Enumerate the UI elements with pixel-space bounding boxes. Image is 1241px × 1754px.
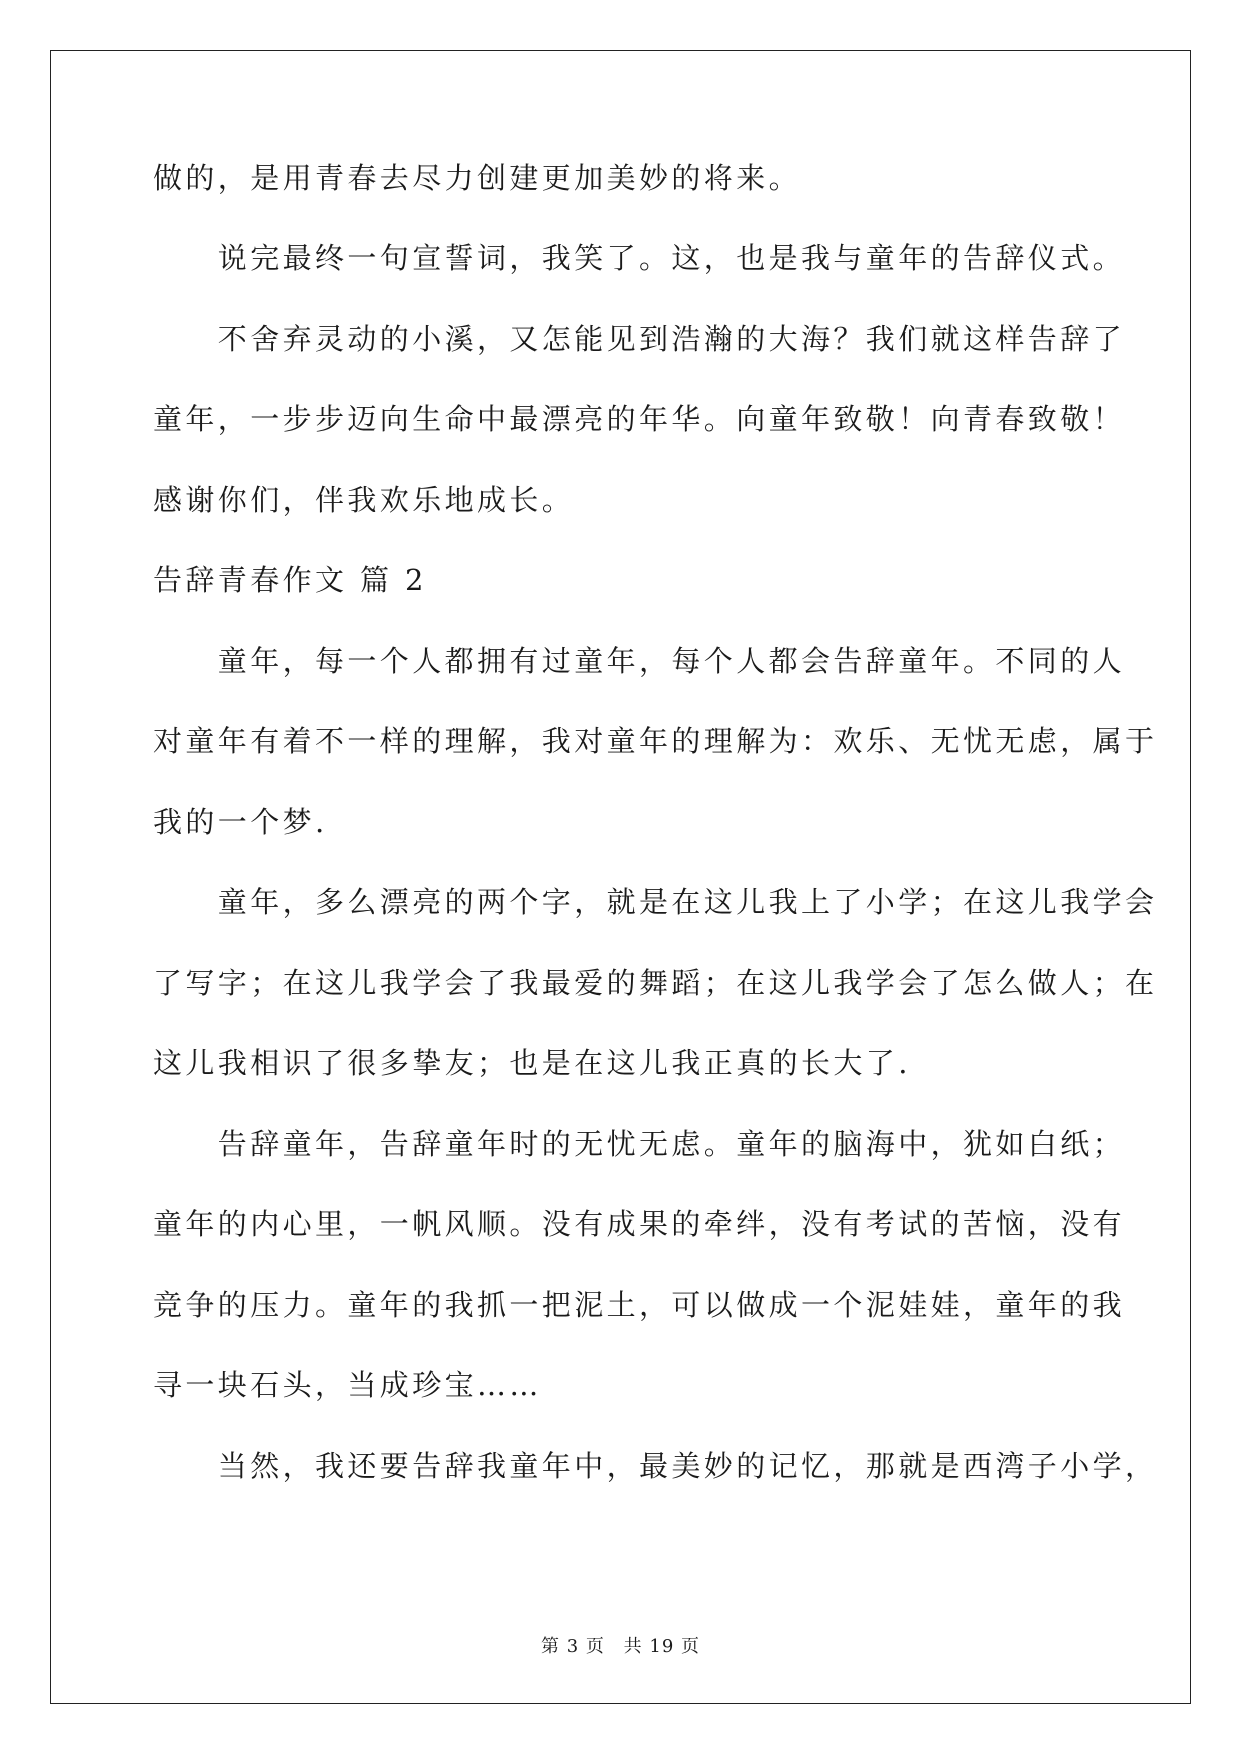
text-line: 我的一个梦. [153, 805, 328, 839]
text-line: 做的，是用青春去尽力创建更加美妙的将来。 [153, 161, 802, 195]
text-line: 对童年有着不一样的理解，我对童年的理解为：欢乐、无忧无虑，属于 [153, 724, 1158, 758]
text-line: 说完最终一句宣誓词，我笑了。这，也是我与童年的告辞仪式。 [153, 241, 1126, 275]
text-line: 当然，我还要告辞我童年中，最美妙的记忆，那就是西湾子小学， [153, 1449, 1158, 1483]
text-line: 这儿我相识了很多挚友；也是在这儿我正真的长大了. [153, 1046, 911, 1080]
text-line: 不舍弃灵动的小溪，又怎能见到浩瀚的大海？我们就这样告辞了 [153, 322, 1126, 356]
text-line: 了写字；在这儿我学会了我最爱的舞蹈；在这儿我学会了怎么做人；在 [153, 966, 1158, 1000]
text-line: 童年，多么漂亮的两个字，就是在这儿我上了小学；在这儿我学会 [153, 885, 1158, 919]
text-line: 童年，一步步迈向生命中最漂亮的年华。向童年致敬！向青春致敬！ [153, 402, 1126, 436]
section-heading: 告辞青春作文 篇 2 [153, 563, 427, 597]
text-line: 竞争的压力。童年的我抓一把泥土，可以做成一个泥娃娃，童年的我 [153, 1288, 1126, 1322]
text-line: 告辞童年，告辞童年时的无忧无虑。童年的脑海中，犹如白纸； [153, 1127, 1126, 1161]
text-line: 寻一块石头，当成珍宝…… [153, 1368, 542, 1402]
page-number: 第 3 页 [541, 1636, 605, 1657]
page-total: 共 19 页 [623, 1636, 700, 1657]
page-footer [0, 1632, 1241, 1658]
text-line: 童年的内心里，一帆风顺。没有成果的牵绊，没有考试的苦恼，没有 [153, 1207, 1126, 1241]
text-line: 童年，每一个人都拥有过童年，每个人都会告辞童年。不同的人 [153, 644, 1126, 678]
text-line: 感谢你们，伴我欢乐地成长。 [153, 483, 575, 517]
